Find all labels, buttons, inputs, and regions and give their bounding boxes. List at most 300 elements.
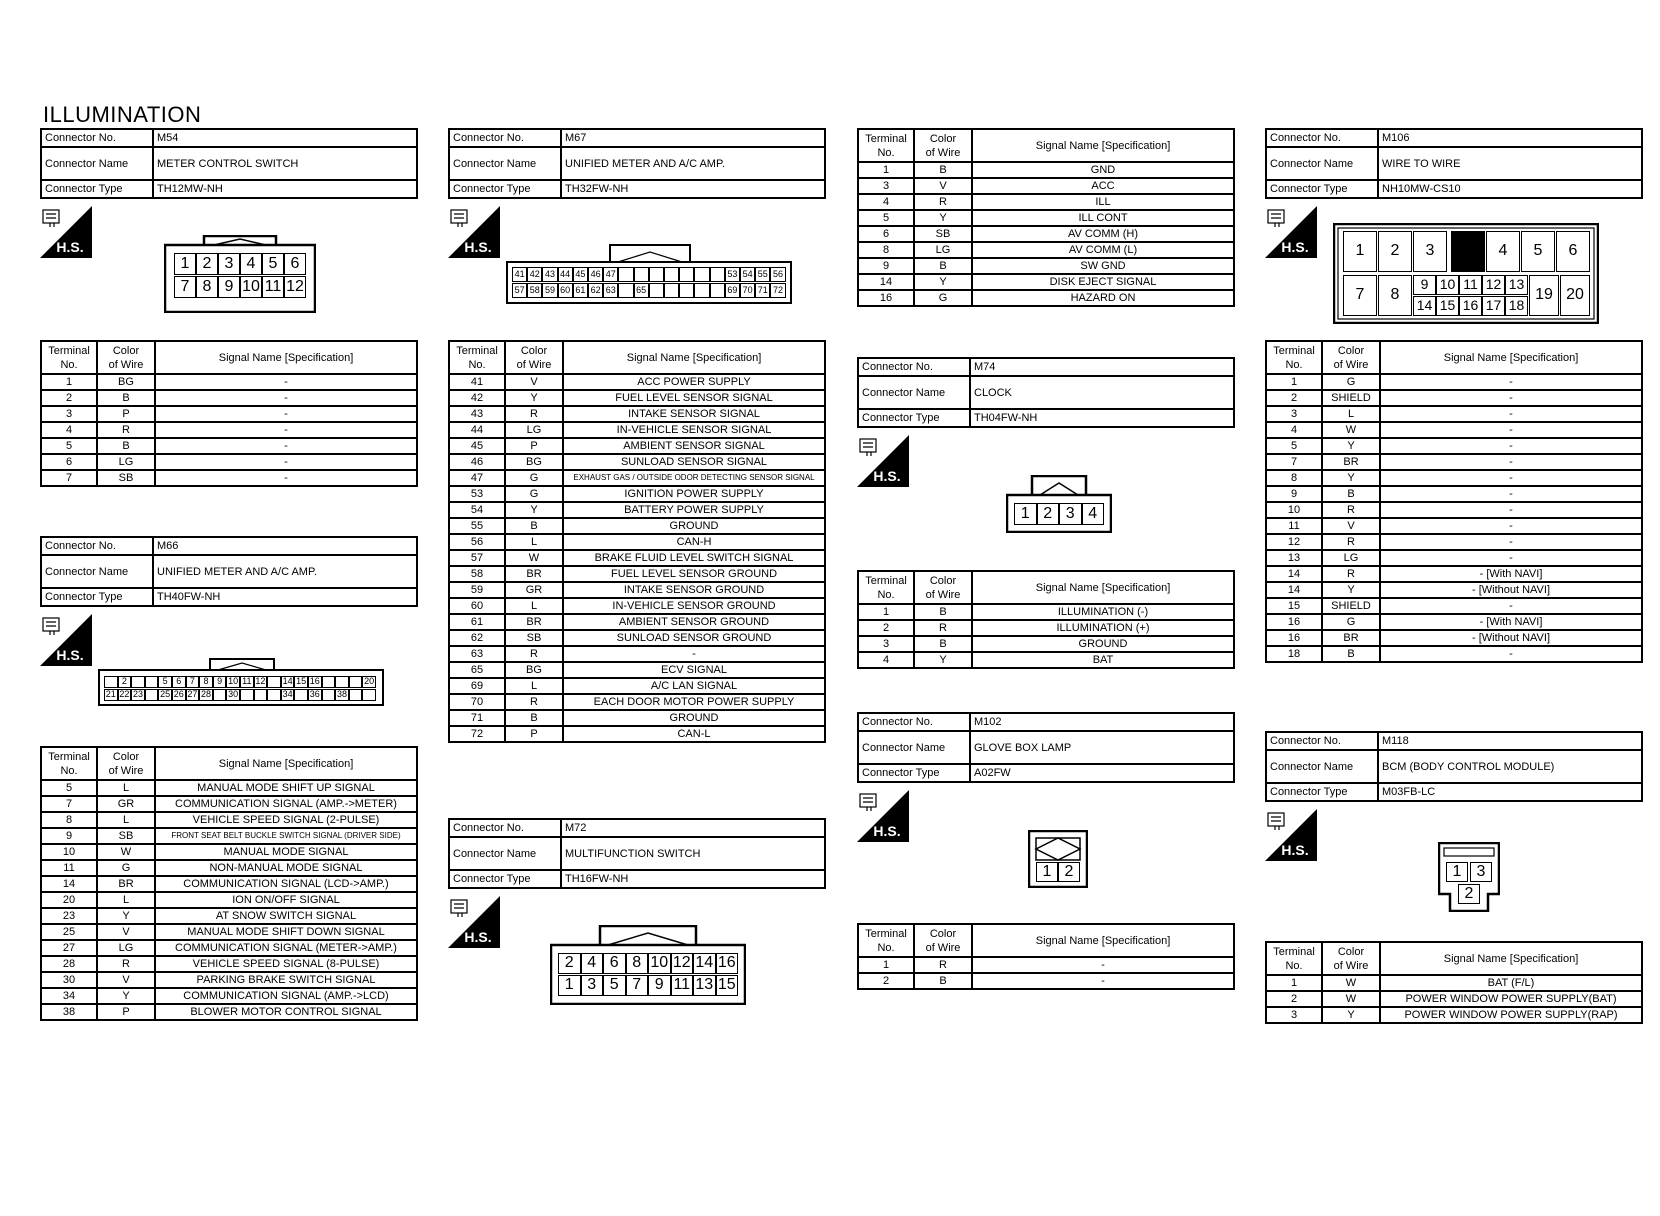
signal-name: EXHAUST GAS / OUTSIDE ODOR DETECTING SENSOR SIGNAL bbox=[563, 470, 825, 486]
terminal-no: 2 bbox=[41, 390, 97, 406]
column-header: Color of Wire bbox=[1322, 341, 1380, 374]
wire-color: BR bbox=[505, 614, 563, 630]
table-row bbox=[1266, 582, 1642, 598]
signal-name: AV COMM (L) bbox=[972, 242, 1234, 258]
wire-color: BR bbox=[97, 876, 155, 892]
terminal-table bbox=[857, 128, 1235, 307]
connector-field-value: GLOVE BOX LAMP bbox=[970, 731, 1234, 764]
connector-field-label: Connector Type bbox=[41, 588, 153, 606]
column-header: Color of Wire bbox=[97, 341, 155, 374]
signal-name: ILLUMINATION (+) bbox=[972, 620, 1234, 636]
signal-name: ION ON/OFF SIGNAL bbox=[155, 892, 417, 908]
terminal-no: 2 bbox=[858, 620, 914, 636]
connector-info bbox=[448, 818, 826, 889]
connector-pin: 12 bbox=[255, 676, 266, 686]
signal-name: ILL bbox=[972, 194, 1234, 210]
connector-info-table bbox=[857, 357, 1235, 428]
signal-name: - bbox=[1380, 454, 1642, 470]
signal-name: NON-MANUAL MODE SIGNAL bbox=[155, 860, 417, 876]
signal-name: POWER WINDOW POWER SUPPLY(RAP) bbox=[1380, 1007, 1642, 1023]
connector-info bbox=[857, 712, 1235, 783]
connector-pin: 58 bbox=[527, 283, 542, 298]
connector-pin: 61 bbox=[573, 283, 588, 298]
connector-field-label: Connector Type bbox=[449, 180, 561, 198]
terminal-no: 14 bbox=[1266, 582, 1322, 598]
connector-pin bbox=[694, 283, 709, 298]
connector-pin: 16 bbox=[1459, 296, 1482, 316]
terminal-no: 7 bbox=[1266, 454, 1322, 470]
connector-field-label: Connector No. bbox=[41, 129, 153, 147]
signal-name: BLOWER MOTOR CONTROL SIGNAL bbox=[155, 1004, 417, 1020]
signal-name: VEHICLE SPEED SIGNAL (8-PULSE) bbox=[155, 956, 417, 972]
connector-pin: 11 bbox=[671, 975, 694, 996]
wire-color: R bbox=[1322, 534, 1380, 550]
wire-color: Y bbox=[1322, 470, 1380, 486]
terminal-no: 3 bbox=[858, 636, 914, 652]
connector-pin: 10 bbox=[648, 953, 671, 974]
terminal-data-table bbox=[1265, 340, 1643, 663]
connector-pin: 10 bbox=[240, 276, 262, 298]
table-row bbox=[41, 892, 417, 908]
table-row bbox=[449, 534, 825, 550]
wire-color: LG bbox=[97, 940, 155, 956]
connector-field-label: Connector No. bbox=[858, 358, 970, 376]
table-row bbox=[1266, 470, 1642, 486]
signal-name: - [Without NAVI] bbox=[1380, 582, 1642, 598]
table-row bbox=[449, 550, 825, 566]
table-row bbox=[449, 390, 825, 406]
connector-pin: 7 bbox=[174, 276, 196, 298]
connector-info-table bbox=[40, 128, 418, 199]
connector-pin bbox=[664, 283, 679, 298]
wire-color: BG bbox=[505, 454, 563, 470]
connector-face-m66 bbox=[98, 658, 384, 706]
terminal-table bbox=[1265, 340, 1643, 663]
table-row bbox=[449, 518, 825, 534]
connector-pin: 65 bbox=[634, 283, 649, 298]
connector-pin bbox=[349, 689, 363, 701]
table-row bbox=[41, 422, 417, 438]
table-row bbox=[449, 374, 825, 390]
terminal-no: 4 bbox=[41, 422, 97, 438]
connector-field-value: UNIFIED METER AND A/C AMP. bbox=[561, 147, 825, 180]
connector-field-value: TH16FW-NH bbox=[561, 870, 825, 888]
terminal-no: 14 bbox=[41, 876, 97, 892]
terminal-no: 60 bbox=[449, 598, 505, 614]
column-header: Terminal No. bbox=[1266, 942, 1322, 975]
page-title: ILLUMINATION bbox=[43, 102, 202, 127]
connector-pin: 1 bbox=[174, 253, 196, 275]
wire-color: B bbox=[97, 390, 155, 406]
connector-pin bbox=[664, 267, 679, 282]
signal-name: - bbox=[155, 390, 417, 406]
wire-color: R bbox=[505, 646, 563, 662]
wire-color: SHIELD bbox=[1322, 390, 1380, 406]
connector-face-m54 bbox=[164, 235, 316, 313]
connector-pin: 5 bbox=[158, 676, 172, 688]
table-row bbox=[41, 908, 417, 924]
wire-color: SB bbox=[97, 828, 155, 844]
signal-name: SW GND bbox=[972, 258, 1234, 274]
wire-color: W bbox=[1322, 991, 1380, 1007]
wire-color: L bbox=[505, 598, 563, 614]
signal-name: - bbox=[1380, 550, 1642, 566]
wire-color: V bbox=[97, 924, 155, 940]
connector-pin: 9 bbox=[213, 676, 227, 688]
table-row bbox=[41, 812, 417, 828]
table-row bbox=[449, 694, 825, 710]
wire-color: B bbox=[914, 973, 972, 989]
terminal-no: 6 bbox=[41, 454, 97, 470]
connector-pin: 30 bbox=[228, 689, 239, 699]
terminal-no: 20 bbox=[41, 892, 97, 908]
signal-name: ACC bbox=[972, 178, 1234, 194]
connector-pin: 5 bbox=[603, 975, 626, 996]
terminal-table bbox=[1265, 941, 1643, 1024]
connector-pin: 12 bbox=[1482, 275, 1505, 295]
terminal-data-table bbox=[40, 746, 418, 1021]
connector-pin: 15 bbox=[716, 975, 739, 996]
wire-color: Y bbox=[97, 988, 155, 1004]
table-row bbox=[1266, 991, 1642, 1007]
wire-color: LG bbox=[914, 242, 972, 258]
terminal-no: 69 bbox=[449, 678, 505, 694]
wire-color: R bbox=[505, 694, 563, 710]
connector-field-label: Connector Name bbox=[858, 376, 970, 409]
terminal-no: 61 bbox=[449, 614, 505, 630]
terminal-no: 58 bbox=[449, 566, 505, 582]
wire-color: B bbox=[505, 710, 563, 726]
terminal-no: 5 bbox=[1266, 438, 1322, 454]
connector-pin bbox=[710, 283, 725, 298]
svg-text:H.S.: H.S. bbox=[464, 239, 492, 255]
wire-color: B bbox=[914, 258, 972, 274]
terminal-no: 59 bbox=[449, 582, 505, 598]
signal-name: - bbox=[1380, 406, 1642, 422]
signal-name: VEHICLE SPEED SIGNAL (2-PULSE) bbox=[155, 812, 417, 828]
connector-info-table bbox=[448, 818, 826, 889]
signal-name: IN-VEHICLE SENSOR GROUND bbox=[563, 598, 825, 614]
connector-field-label: Connector Name bbox=[41, 147, 153, 180]
signal-name: COMMUNICATION SIGNAL (AMP.->METER) bbox=[155, 796, 417, 812]
connector-pin: 1 bbox=[1343, 231, 1377, 272]
connector-pin bbox=[145, 676, 159, 688]
signal-name: GND bbox=[972, 162, 1234, 178]
wire-color: W bbox=[1322, 422, 1380, 438]
connector-pin: 53 bbox=[725, 267, 740, 282]
terminal-no: 4 bbox=[1266, 422, 1322, 438]
table-row bbox=[1266, 486, 1642, 502]
terminal-no: 56 bbox=[449, 534, 505, 550]
wire-color: L bbox=[97, 780, 155, 796]
table-row bbox=[858, 636, 1234, 652]
signal-name: BAT (F/L) bbox=[1380, 975, 1642, 991]
wire-color: R bbox=[1322, 566, 1380, 582]
connector-pin: 7 bbox=[186, 676, 200, 688]
connector-pin: 9 bbox=[648, 975, 671, 996]
connector-pin: 8 bbox=[626, 953, 649, 974]
terminal-no: 8 bbox=[858, 242, 914, 258]
connector-pin: 11 bbox=[240, 676, 254, 688]
table-row bbox=[41, 828, 417, 844]
svg-text:H.S.: H.S. bbox=[464, 929, 492, 945]
signal-name: CAN-L bbox=[563, 726, 825, 742]
connector-pin bbox=[254, 689, 268, 701]
table-row bbox=[1266, 975, 1642, 991]
table-row bbox=[449, 486, 825, 502]
connector-pin: 12 bbox=[284, 276, 306, 298]
connector-pin: 4 bbox=[581, 953, 604, 974]
connector-pin: 14 bbox=[1413, 296, 1436, 316]
connector-pin: 71 bbox=[755, 283, 770, 298]
terminal-no: 72 bbox=[449, 726, 505, 742]
terminal-data-table bbox=[448, 340, 826, 743]
wire-color: G bbox=[1322, 614, 1380, 630]
table-row bbox=[1266, 550, 1642, 566]
hs-badge bbox=[448, 206, 500, 258]
signal-name: FUEL LEVEL SENSOR GROUND bbox=[563, 566, 825, 582]
table-row bbox=[1266, 422, 1642, 438]
signal-name: - bbox=[1380, 502, 1642, 518]
signal-name: - [Without NAVI] bbox=[1380, 630, 1642, 646]
terminal-no: 63 bbox=[449, 646, 505, 662]
connector-pin: 3 bbox=[1413, 231, 1447, 272]
table-row bbox=[1266, 630, 1642, 646]
connector-field-value: M54 bbox=[153, 129, 417, 147]
terminal-no: 44 bbox=[449, 422, 505, 438]
wire-color: BR bbox=[1322, 630, 1380, 646]
connector-pin: 15 bbox=[296, 676, 307, 686]
wire-color: L bbox=[505, 534, 563, 550]
terminal-no: 10 bbox=[1266, 502, 1322, 518]
wire-color: BR bbox=[505, 566, 563, 582]
connector-info bbox=[40, 536, 418, 607]
terminal-no: 30 bbox=[41, 972, 97, 988]
column-header: Color of Wire bbox=[914, 129, 972, 162]
terminal-no: 45 bbox=[449, 438, 505, 454]
signal-name: - bbox=[1380, 390, 1642, 406]
connector-pin bbox=[349, 676, 363, 688]
connector-pin: 12 bbox=[671, 953, 694, 974]
connector-info bbox=[1265, 731, 1643, 802]
wire-color: G bbox=[505, 470, 563, 486]
connector-pin: 26 bbox=[173, 689, 184, 699]
wire-color: V bbox=[505, 374, 563, 390]
terminal-no: 12 bbox=[1266, 534, 1322, 550]
connector-pin: 16 bbox=[309, 676, 320, 686]
column-header: Terminal No. bbox=[41, 341, 97, 374]
wire-color: R bbox=[914, 957, 972, 973]
signal-name: DISK EJECT SIGNAL bbox=[972, 274, 1234, 290]
wire-color: Y bbox=[1322, 582, 1380, 598]
table-row bbox=[858, 957, 1234, 973]
connector-pin bbox=[1451, 231, 1485, 272]
column-header: Terminal No. bbox=[858, 129, 914, 162]
terminal-no: 3 bbox=[1266, 406, 1322, 422]
connector-pin bbox=[710, 267, 725, 282]
table-row bbox=[449, 646, 825, 662]
connector-pin bbox=[679, 283, 694, 298]
connector-pin: 62 bbox=[588, 283, 603, 298]
connector-pin: 18 bbox=[1505, 296, 1528, 316]
table-row bbox=[858, 290, 1234, 306]
connector-face-m106 bbox=[1333, 223, 1599, 324]
table-row bbox=[449, 630, 825, 646]
terminal-no: 14 bbox=[858, 274, 914, 290]
connector-pin: 1 bbox=[1446, 862, 1468, 882]
table-row bbox=[449, 662, 825, 678]
connector-field-label: Connector Type bbox=[1266, 783, 1378, 801]
connector-field-value: M118 bbox=[1378, 732, 1642, 750]
table-row bbox=[1266, 438, 1642, 454]
wire-color: B bbox=[914, 162, 972, 178]
connector-pin: 20 bbox=[364, 676, 375, 686]
signal-name: GROUND bbox=[563, 710, 825, 726]
terminal-no: 5 bbox=[41, 438, 97, 454]
terminal-no: 41 bbox=[449, 374, 505, 390]
svg-text:H.S.: H.S. bbox=[56, 647, 84, 663]
terminal-no: 28 bbox=[41, 956, 97, 972]
wire-color: Y bbox=[914, 274, 972, 290]
terminal-no: 2 bbox=[1266, 390, 1322, 406]
wire-color: B bbox=[505, 518, 563, 534]
table-row bbox=[1266, 406, 1642, 422]
wire-color: P bbox=[505, 726, 563, 742]
wire-color: B bbox=[1322, 646, 1380, 662]
signal-name: COMMUNICATION SIGNAL (METER->AMP.) bbox=[155, 940, 417, 956]
table-row bbox=[41, 390, 417, 406]
connector-pin: 1 bbox=[1036, 862, 1058, 882]
terminal-no: 42 bbox=[449, 390, 505, 406]
connector-field-value: TH32FW-NH bbox=[561, 180, 825, 198]
table-row bbox=[41, 406, 417, 422]
terminal-no: 10 bbox=[41, 844, 97, 860]
signal-name: A/C LAN SIGNAL bbox=[563, 678, 825, 694]
hs-badge bbox=[857, 435, 909, 487]
connector-face-m72 bbox=[550, 925, 746, 1005]
table-row bbox=[1266, 1007, 1642, 1023]
terminal-no: 25 bbox=[41, 924, 97, 940]
connector-pin: 43 bbox=[542, 267, 557, 282]
wire-color: Y bbox=[1322, 438, 1380, 454]
connector-pin: 6 bbox=[603, 953, 626, 974]
signal-name: EACH DOOR MOTOR POWER SUPPLY bbox=[563, 694, 825, 710]
wire-color: SB bbox=[914, 226, 972, 242]
table-row bbox=[41, 796, 417, 812]
hs-badge bbox=[40, 206, 92, 258]
table-row bbox=[449, 438, 825, 454]
table-row bbox=[858, 973, 1234, 989]
connector-pin bbox=[618, 267, 633, 282]
wire-color: Y bbox=[914, 652, 972, 668]
signal-name: ECV SIGNAL bbox=[563, 662, 825, 678]
wire-color: P bbox=[97, 406, 155, 422]
connector-field-value: M67 bbox=[561, 129, 825, 147]
terminal-data-table bbox=[857, 570, 1235, 669]
table-row bbox=[858, 274, 1234, 290]
connector-pin: 46 bbox=[588, 267, 603, 282]
connector-field-value: M03FB-LC bbox=[1378, 783, 1642, 801]
connector-pin: 13 bbox=[1505, 275, 1528, 295]
connector-field-value: NH10MW-CS10 bbox=[1378, 180, 1642, 198]
connector-pin: 14 bbox=[282, 676, 293, 686]
connector-pin bbox=[104, 676, 118, 688]
wire-color: SHIELD bbox=[1322, 598, 1380, 614]
terminal-no: 43 bbox=[449, 406, 505, 422]
signal-name: - bbox=[1380, 470, 1642, 486]
signal-name: - bbox=[972, 957, 1234, 973]
connector-pin: 14 bbox=[693, 953, 716, 974]
terminal-no: 34 bbox=[41, 988, 97, 1004]
terminal-no: 9 bbox=[1266, 486, 1322, 502]
connector-field-value: METER CONTROL SWITCH bbox=[153, 147, 417, 180]
connector-pin: 25 bbox=[160, 689, 171, 699]
signal-name: - bbox=[155, 374, 417, 390]
connector-field-value: CLOCK bbox=[970, 376, 1234, 409]
connector-pin: 19 bbox=[1529, 275, 1559, 316]
connector-field-value: BCM (BODY CONTROL MODULE) bbox=[1378, 750, 1642, 783]
connector-pin: 10 bbox=[1436, 275, 1459, 295]
wire-color: V bbox=[914, 178, 972, 194]
table-row bbox=[41, 860, 417, 876]
table-row bbox=[1266, 518, 1642, 534]
connector-field-label: Connector No. bbox=[858, 713, 970, 731]
signal-name: PARKING BRAKE SWITCH SIGNAL bbox=[155, 972, 417, 988]
signal-name: IGNITION POWER SUPPLY bbox=[563, 486, 825, 502]
table-row bbox=[858, 194, 1234, 210]
connector-info-table bbox=[1265, 731, 1643, 802]
terminal-no: 3 bbox=[41, 406, 97, 422]
terminal-no: 7 bbox=[41, 796, 97, 812]
table-row bbox=[1266, 374, 1642, 390]
connector-pin: 3 bbox=[581, 975, 604, 996]
table-row bbox=[858, 162, 1234, 178]
terminal-no: 8 bbox=[41, 812, 97, 828]
terminal-no: 4 bbox=[858, 652, 914, 668]
table-row bbox=[1266, 598, 1642, 614]
wire-color: LG bbox=[505, 422, 563, 438]
column-header: Color of Wire bbox=[1322, 942, 1380, 975]
connector-pin: 2 bbox=[1458, 884, 1480, 904]
table-row bbox=[41, 470, 417, 486]
signal-name: GROUND bbox=[972, 636, 1234, 652]
connector-pin: 2 bbox=[118, 676, 132, 688]
wire-color: R bbox=[914, 620, 972, 636]
terminal-no: 2 bbox=[1266, 991, 1322, 1007]
wire-color: BG bbox=[97, 374, 155, 390]
wire-color: B bbox=[1322, 486, 1380, 502]
connector-pin: 2 bbox=[1378, 231, 1412, 272]
connector-pin: 38 bbox=[336, 689, 347, 699]
connector-pin: 5 bbox=[262, 253, 284, 275]
table-row bbox=[41, 438, 417, 454]
connector-field-label: Connector Name bbox=[858, 731, 970, 764]
connector-pin: 11 bbox=[1459, 275, 1482, 295]
table-row bbox=[1266, 566, 1642, 582]
table-row bbox=[1266, 614, 1642, 630]
connector-pin bbox=[131, 676, 145, 688]
connector-pin bbox=[267, 689, 281, 701]
terminal-no: 1 bbox=[858, 162, 914, 178]
wire-color: V bbox=[1322, 518, 1380, 534]
signal-name: - bbox=[1380, 598, 1642, 614]
column-header: Color of Wire bbox=[914, 571, 972, 604]
column-header: Color of Wire bbox=[914, 924, 972, 957]
connector-pin bbox=[145, 689, 159, 701]
terminal-no: 23 bbox=[41, 908, 97, 924]
connector-pin: 6 bbox=[284, 253, 306, 275]
terminal-no: 4 bbox=[858, 194, 914, 210]
